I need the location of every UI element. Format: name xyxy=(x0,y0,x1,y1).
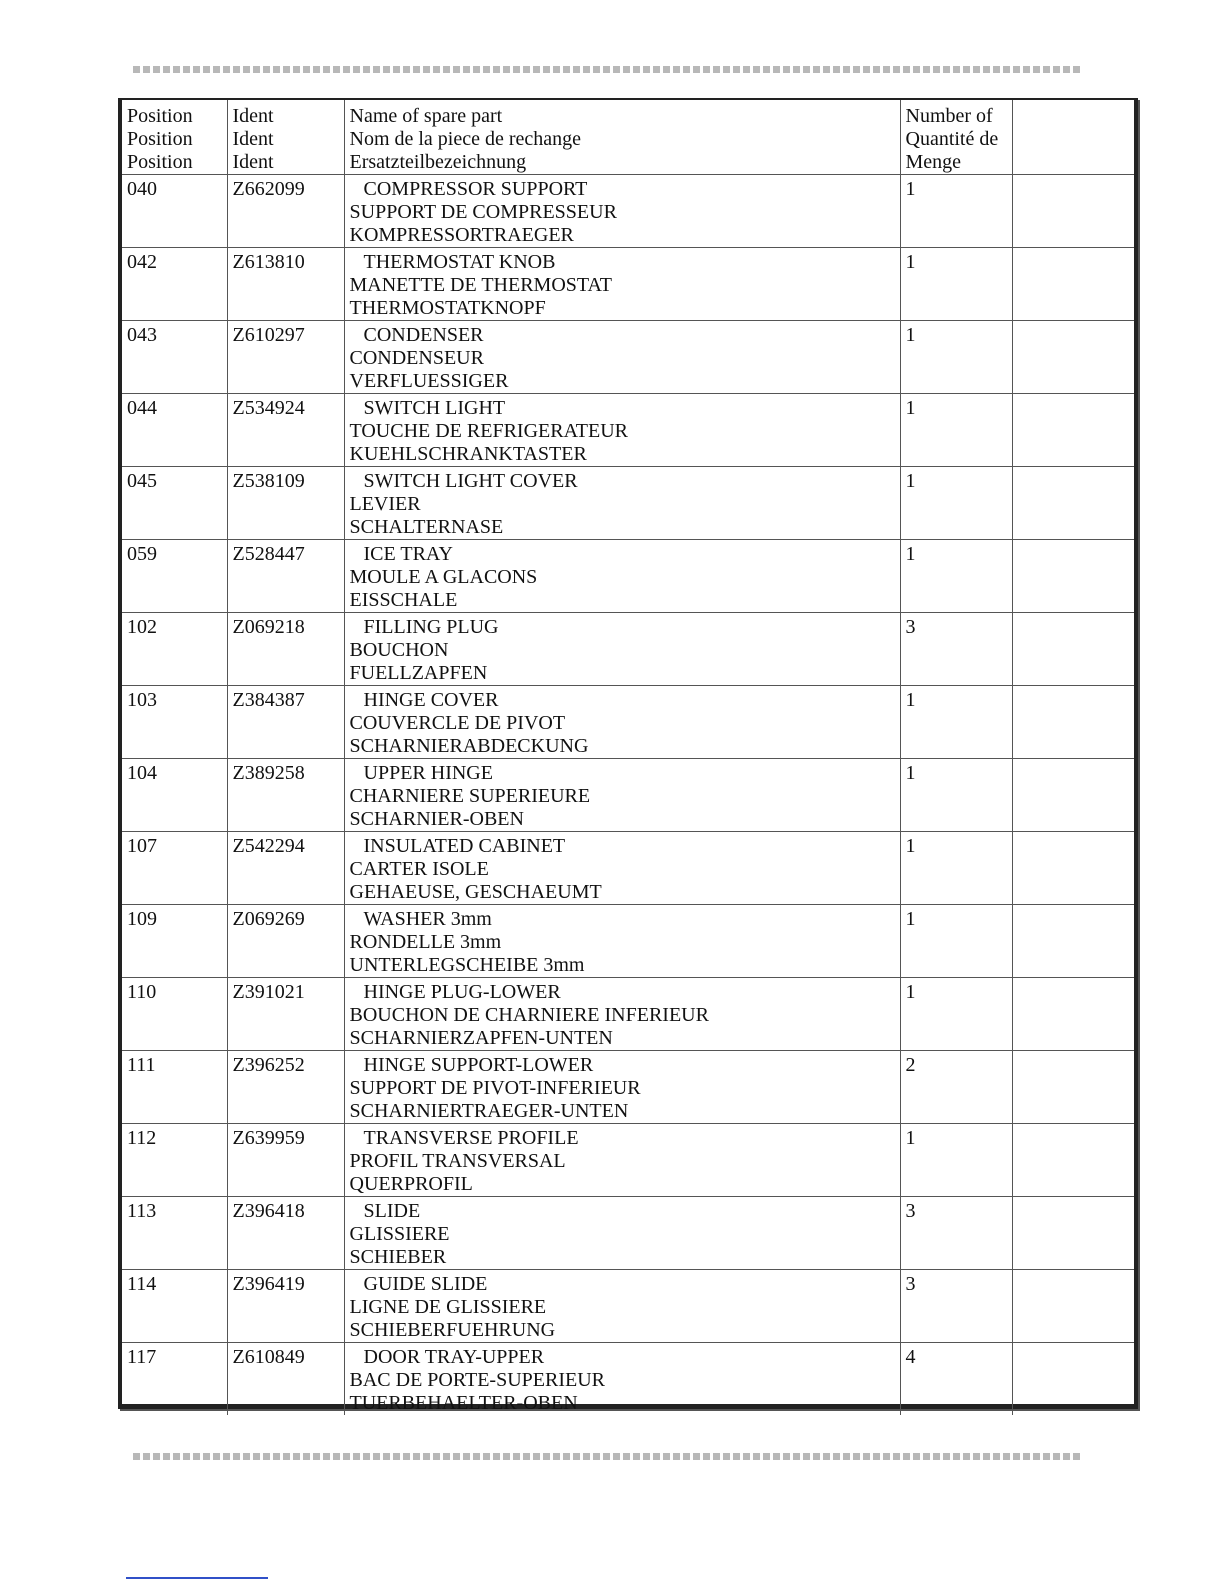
table-row xyxy=(122,832,1134,905)
cell-name xyxy=(344,905,900,978)
cell-extra xyxy=(1012,1270,1134,1343)
name-french: BOUCHON DE CHARNIERE INFERIEUR xyxy=(349,1004,709,1026)
name-german: SCHALTERNASE xyxy=(349,516,504,538)
table-row xyxy=(122,175,1134,248)
cell-position: 104 xyxy=(122,759,227,832)
cell-position: 112 xyxy=(122,1124,227,1197)
name-german: THERMOSTATKNOPF xyxy=(349,297,546,319)
name-german: SCHIEBERFUEHRUNG xyxy=(349,1319,556,1341)
cell-name xyxy=(344,321,900,394)
cell-ident: Z389258 xyxy=(227,759,344,832)
cell-position: 102 xyxy=(122,613,227,686)
name-english: GUIDE SLIDE xyxy=(363,1273,488,1295)
cell-extra xyxy=(1012,832,1134,905)
cell-name xyxy=(344,832,900,905)
cell-name xyxy=(344,978,900,1051)
name-english: CONDENSER xyxy=(363,324,484,346)
name-german: SCHIEBER xyxy=(349,1246,447,1268)
cell-extra xyxy=(1012,248,1134,321)
name-german: KUEHLSCHRANKTASTER xyxy=(349,443,587,465)
cell-ident: Z528447 xyxy=(227,540,344,613)
cell-extra xyxy=(1012,686,1134,759)
table-row xyxy=(122,686,1134,759)
name-german: SCHARNIERZAPFEN-UNTEN xyxy=(349,1027,613,1049)
table-row xyxy=(122,978,1134,1051)
name-german: FUELLZAPFEN xyxy=(349,662,488,684)
name-french: CARTER ISOLE xyxy=(349,858,489,880)
cell-position: 111 xyxy=(122,1051,227,1124)
cell-extra xyxy=(1012,978,1134,1051)
cell-position: 044 xyxy=(122,394,227,467)
name-french: CONDENSEUR xyxy=(349,347,484,369)
cell-ident: Z534924 xyxy=(227,394,344,467)
cell-extra xyxy=(1012,175,1134,248)
name-french: LEVIER xyxy=(349,493,421,515)
cell-position: 107 xyxy=(122,832,227,905)
cell-ident: Z610849 xyxy=(227,1343,344,1416)
name-english: HINGE SUPPORT-LOWER xyxy=(363,1054,594,1076)
cell-ident: Z613810 xyxy=(227,248,344,321)
table-row xyxy=(122,905,1134,978)
cell-ident: Z396419 xyxy=(227,1270,344,1343)
header-extra xyxy=(1012,100,1134,175)
cell-name xyxy=(344,394,900,467)
name-english: FILLING PLUG xyxy=(363,616,499,638)
cell-ident: Z396418 xyxy=(227,1197,344,1270)
cell-quantity: 1 xyxy=(900,175,1012,248)
table-row xyxy=(122,1270,1134,1343)
cell-quantity: 1 xyxy=(900,248,1012,321)
cell-extra xyxy=(1012,759,1134,832)
name-french: COUVERCLE DE PIVOT xyxy=(349,712,566,734)
name-german: SCHARNIER-OBEN xyxy=(349,808,524,830)
cell-ident: Z384387 xyxy=(227,686,344,759)
cell-ident: Z610297 xyxy=(227,321,344,394)
name-english: WASHER 3mm xyxy=(363,908,492,930)
cell-extra xyxy=(1012,613,1134,686)
header-position: Position Position Position xyxy=(122,100,227,175)
name-french: SUPPORT DE COMPRESSEUR xyxy=(349,201,617,223)
cell-extra xyxy=(1012,905,1134,978)
cell-extra xyxy=(1012,540,1134,613)
table-row xyxy=(122,467,1134,540)
cell-name xyxy=(344,248,900,321)
name-english: DOOR TRAY-UPPER xyxy=(363,1346,545,1368)
cell-extra xyxy=(1012,1051,1134,1124)
name-english: SWITCH LIGHT xyxy=(363,397,506,419)
name-french: LIGNE DE GLISSIERE xyxy=(349,1296,547,1318)
cell-position: 043 xyxy=(122,321,227,394)
name-german: KOMPRESSORTRAEGER xyxy=(349,224,574,246)
cell-position: 045 xyxy=(122,467,227,540)
cell-name xyxy=(344,1051,900,1124)
name-french: MOULE A GLACONS xyxy=(349,566,538,588)
cell-ident: Z662099 xyxy=(227,175,344,248)
cell-position: 059 xyxy=(122,540,227,613)
name-french: TOUCHE DE REFRIGERATEUR xyxy=(349,420,629,442)
table-row xyxy=(122,1124,1134,1197)
cell-ident: Z069269 xyxy=(227,905,344,978)
cell-name xyxy=(344,1124,900,1197)
cell-quantity: 1 xyxy=(900,321,1012,394)
cell-ident: Z391021 xyxy=(227,978,344,1051)
cell-position: 040 xyxy=(122,175,227,248)
cell-name xyxy=(344,686,900,759)
table-row xyxy=(122,540,1134,613)
cell-name xyxy=(344,613,900,686)
cell-quantity: 3 xyxy=(900,613,1012,686)
name-english: INSULATED CABINET xyxy=(363,835,566,857)
cell-name xyxy=(344,1197,900,1270)
cell-ident: Z396252 xyxy=(227,1051,344,1124)
cell-name xyxy=(344,1270,900,1343)
table-row xyxy=(122,613,1134,686)
cell-quantity: 1 xyxy=(900,832,1012,905)
cell-ident: Z542294 xyxy=(227,832,344,905)
name-german: SCHARNIERABDECKUNG xyxy=(349,735,589,757)
cell-quantity: 1 xyxy=(900,467,1012,540)
table-row xyxy=(122,394,1134,467)
cell-quantity: 1 xyxy=(900,905,1012,978)
spare-parts-table xyxy=(118,98,1138,1414)
cell-extra xyxy=(1012,321,1134,394)
name-german: SCHARNIERTRAEGER-UNTEN xyxy=(349,1100,629,1122)
name-french: PROFIL TRANSVERSAL xyxy=(349,1150,566,1172)
table-header-row xyxy=(122,100,1134,175)
cell-position: 114 xyxy=(122,1270,227,1343)
name-german: VERFLUESSIGER xyxy=(349,370,509,392)
name-english: COMPRESSOR SUPPORT xyxy=(363,178,588,200)
cell-quantity: 4 xyxy=(900,1343,1012,1416)
cell-name xyxy=(344,759,900,832)
name-french: SUPPORT DE PIVOT-INFERIEUR xyxy=(349,1077,641,1099)
name-english: HINGE PLUG-LOWER xyxy=(363,981,561,1003)
header-name: Name of spare part Nom de la piece de rechange Ersatzteilbezeichnung xyxy=(344,100,900,175)
header-quantity: Number of Quantité de Menge xyxy=(900,100,1012,175)
table-row xyxy=(122,1197,1134,1270)
cell-extra xyxy=(1012,1124,1134,1197)
cell-quantity: 2 xyxy=(900,1051,1012,1124)
cell-quantity: 1 xyxy=(900,540,1012,613)
cell-position: 109 xyxy=(122,905,227,978)
name-german: QUERPROFIL xyxy=(349,1173,473,1195)
name-german: TUERBEHAELTER-OBEN xyxy=(349,1392,578,1414)
cell-extra xyxy=(1012,1343,1134,1416)
cell-quantity: 1 xyxy=(900,978,1012,1051)
cell-name xyxy=(344,175,900,248)
cell-extra xyxy=(1012,394,1134,467)
name-french: RONDELLE 3mm xyxy=(349,931,502,953)
bottom-link-underline xyxy=(126,1577,268,1579)
name-english: SWITCH LIGHT COVER xyxy=(363,470,578,492)
cell-ident: Z639959 xyxy=(227,1124,344,1197)
cell-quantity: 1 xyxy=(900,686,1012,759)
cell-name xyxy=(344,467,900,540)
cell-ident: Z069218 xyxy=(227,613,344,686)
name-german: EISSCHALE xyxy=(349,589,458,611)
cell-ident: Z538109 xyxy=(227,467,344,540)
cell-position: 113 xyxy=(122,1197,227,1270)
cell-name xyxy=(344,540,900,613)
header-ident: Ident Ident Ident xyxy=(227,100,344,175)
name-english: SLIDE xyxy=(363,1200,421,1222)
cell-extra xyxy=(1012,467,1134,540)
cell-position: 042 xyxy=(122,248,227,321)
name-french: MANETTE DE THERMOSTAT xyxy=(349,274,612,296)
table-row xyxy=(122,1343,1134,1416)
bottom-divider xyxy=(133,1453,1083,1460)
cell-quantity: 1 xyxy=(900,1124,1012,1197)
name-english: HINGE COVER xyxy=(363,689,499,711)
cell-quantity: 1 xyxy=(900,759,1012,832)
name-french: CHARNIERE SUPERIEURE xyxy=(349,785,591,807)
name-french: BAC DE PORTE-SUPERIEUR xyxy=(349,1369,605,1391)
cell-position: 110 xyxy=(122,978,227,1051)
table-row xyxy=(122,759,1134,832)
cell-quantity: 1 xyxy=(900,394,1012,467)
table-row xyxy=(122,248,1134,321)
table-row xyxy=(122,321,1134,394)
top-divider xyxy=(133,66,1083,73)
cell-quantity: 3 xyxy=(900,1270,1012,1343)
name-english: UPPER HINGE xyxy=(363,762,493,784)
name-english: TRANSVERSE PROFILE xyxy=(363,1127,579,1149)
cell-name xyxy=(344,1343,900,1416)
cell-position: 103 xyxy=(122,686,227,759)
name-english: ICE TRAY xyxy=(363,543,453,565)
cell-position: 117 xyxy=(122,1343,227,1416)
name-german: GEHAEUSE, GESCHAEUMT xyxy=(349,881,602,903)
name-english: THERMOSTAT KNOB xyxy=(363,251,556,273)
name-french: GLISSIERE xyxy=(349,1223,450,1245)
table-row xyxy=(122,1051,1134,1124)
name-german: UNTERLEGSCHEIBE 3mm xyxy=(349,954,585,976)
name-french: BOUCHON xyxy=(349,639,449,661)
cell-extra xyxy=(1012,1197,1134,1270)
cell-quantity: 3 xyxy=(900,1197,1012,1270)
